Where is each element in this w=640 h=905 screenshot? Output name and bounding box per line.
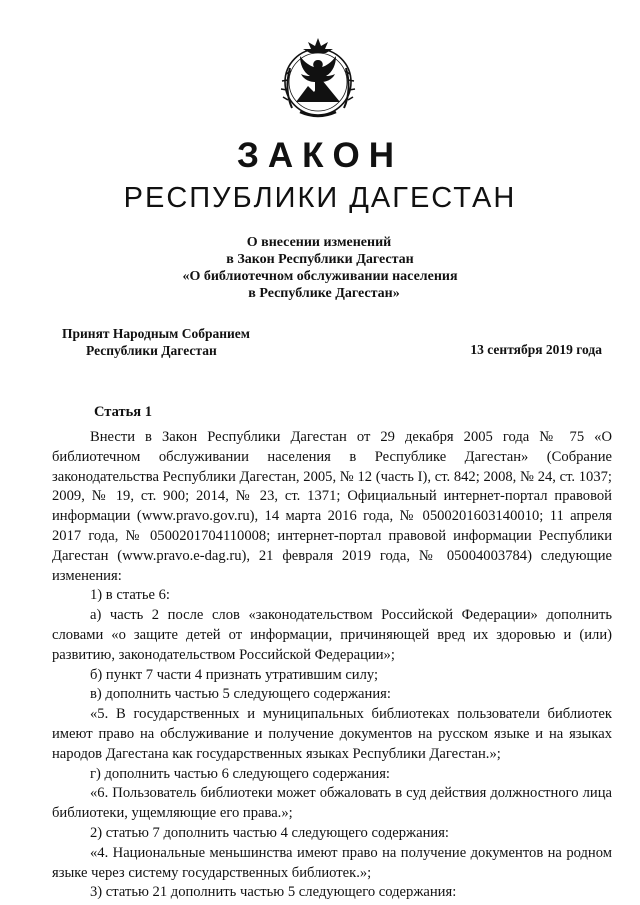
law-subject-line: «О библиотечном обслуживании населения [182, 269, 458, 284]
article-paragraph: Внести в Закон Республики Дагестан от 29 декабря 2005 года № 75 «О библиотечном обслуживании населения в Республике Дагестан» (Собрание законодательства Республики Дагестан, 2005, № 12 (часть I), ст. 842; 2008, № 24, ст. 1037; 2009, № 19, ст. 900; 2014, № 23, ст. 1371; Официальный интернет-портал правовой информации (www.pravo.gov.ru), 14 марта 2016 года, № 0500201603140010; 11 апреля 2017 года, № 0500201704110008; интернет-портал правовой информации Республики Дагестан (www.pravo.e-dag.ru), 21 февраля 2019 года, № 05004003784) следующие изменения: [52, 429, 612, 584]
article-paragraph: г) дополнить частью 6 следующего содержания: [90, 765, 390, 782]
document-type-title: ЗАКОН [236, 136, 404, 175]
adopted-by-line: Принят Народным Собранием [62, 326, 250, 341]
article-paragraph: «6. Пользователь библиотеки может обжаловать в суд действия должностного лица библиотеки, ущемляющие его права.»; [52, 785, 612, 822]
article-paragraph: 1) в статье 6: [90, 587, 170, 604]
adopted-by [62, 325, 250, 359]
article-title: Статья 1 [94, 404, 152, 420]
article-paragraph: б) пункт 7 части 4 признать утратившим силу; [90, 666, 379, 683]
article-paragraph: 3) статью 21 дополнить частью 5 следующего содержания: [90, 884, 457, 901]
dagestan-coat-of-arms-icon [270, 30, 366, 130]
law-subject [0, 234, 640, 302]
issuer-title: РЕСПУБЛИКИ ДАГЕСТАН [123, 182, 517, 214]
law-subject-line: в Республике Дагестан» [248, 286, 400, 301]
law-subject-line: О внесении изменений [246, 235, 392, 250]
adoption-date: 13 сентября 2019 года [470, 342, 602, 357]
article-body [52, 428, 612, 903]
article-paragraph: в) дополнить частью 5 следующего содержания: [90, 686, 391, 703]
article-paragraph: «4. Национальные меньшинства имеют право на получение документов на родном языке через систему государственных библиотек.»; [52, 844, 612, 881]
article-paragraph: а) часть 2 после слов «законодательством Российской Федерации» дополнить словами «о защите детей от информации, причиняющей вред их здоровью и (или) развитию, законодательством Российской Федерации»; [52, 607, 612, 663]
article-paragraph: 2) статью 7 дополнить частью 4 следующего содержания: [90, 824, 449, 841]
adopted-by-line: Республики Дагестан [86, 343, 217, 358]
law-subject-line: в Закон Республики Дагестан [226, 252, 414, 267]
article-paragraph: «5. В государственных и муниципальных библиотеках пользователи библиотек имеют право на обслуживание и получение документов на русском языке и на языках народов Дагестана как государственных языках Республики Дагестан.»; [52, 706, 612, 762]
